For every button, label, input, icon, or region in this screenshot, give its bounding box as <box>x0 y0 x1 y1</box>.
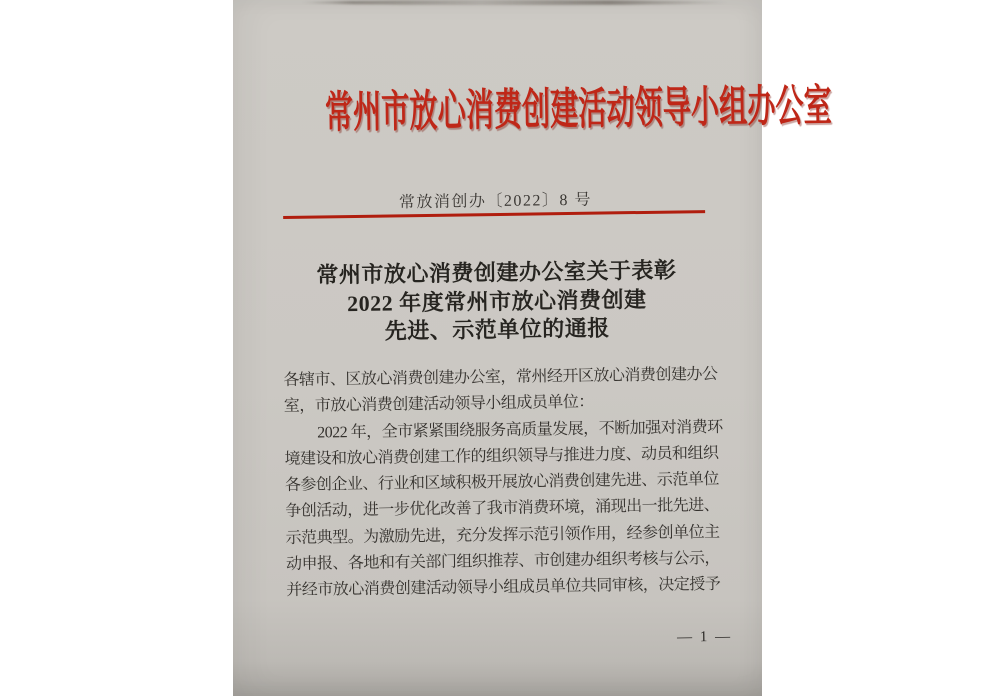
red-header-title: 常州市放心消费创建活动领导小组办公室 <box>324 81 833 138</box>
document-number: 常放消创办〔2022〕8 号 <box>398 191 593 212</box>
document-title-line-1: 常州市放心消费创建办公室关于表彰 <box>316 257 677 288</box>
document-title <box>232 255 762 348</box>
body-line: 争创活动，进一步优化改善了我市消费环境，涌现出一批先进、 <box>285 497 720 521</box>
body-line: 并经市放心消费创建活动领导小组成员单位共同审核，决定授予 <box>286 576 721 600</box>
document-title-line-2: 2022 年度常州市放心消费创建 <box>346 286 647 316</box>
body-line: 动申报、各地和有关部门组织推荐、市创建办组织考核与公示， <box>285 549 721 574</box>
document-title-line-3: 先进、示范单位的通报 <box>384 315 610 344</box>
document-content <box>228 0 833 696</box>
body-line: 各辖市、区放心消费创建办公室，常州经开区放心消费创建办公 <box>283 365 718 389</box>
body-line: 各参创企业、行业和区域积极开展放心消费创建先进、示范单位 <box>284 471 719 495</box>
body-line: 2022 年，全市紧紧围绕服务高质量发展，不断加强对消费环 <box>317 418 723 442</box>
document-body <box>283 362 730 605</box>
body-line: 境建设和放心消费创建工作的组织领导与推进力度、动员和组织 <box>284 444 719 468</box>
page-number: — 1 — <box>676 628 733 646</box>
document-paper-photo <box>233 0 833 696</box>
body-line: 示范典型。为激励先进，充分发挥示范引领作用，经参创单位主 <box>285 523 720 547</box>
body-line: 室，市放心消费创建活动领导小组成员单位： <box>283 393 594 416</box>
